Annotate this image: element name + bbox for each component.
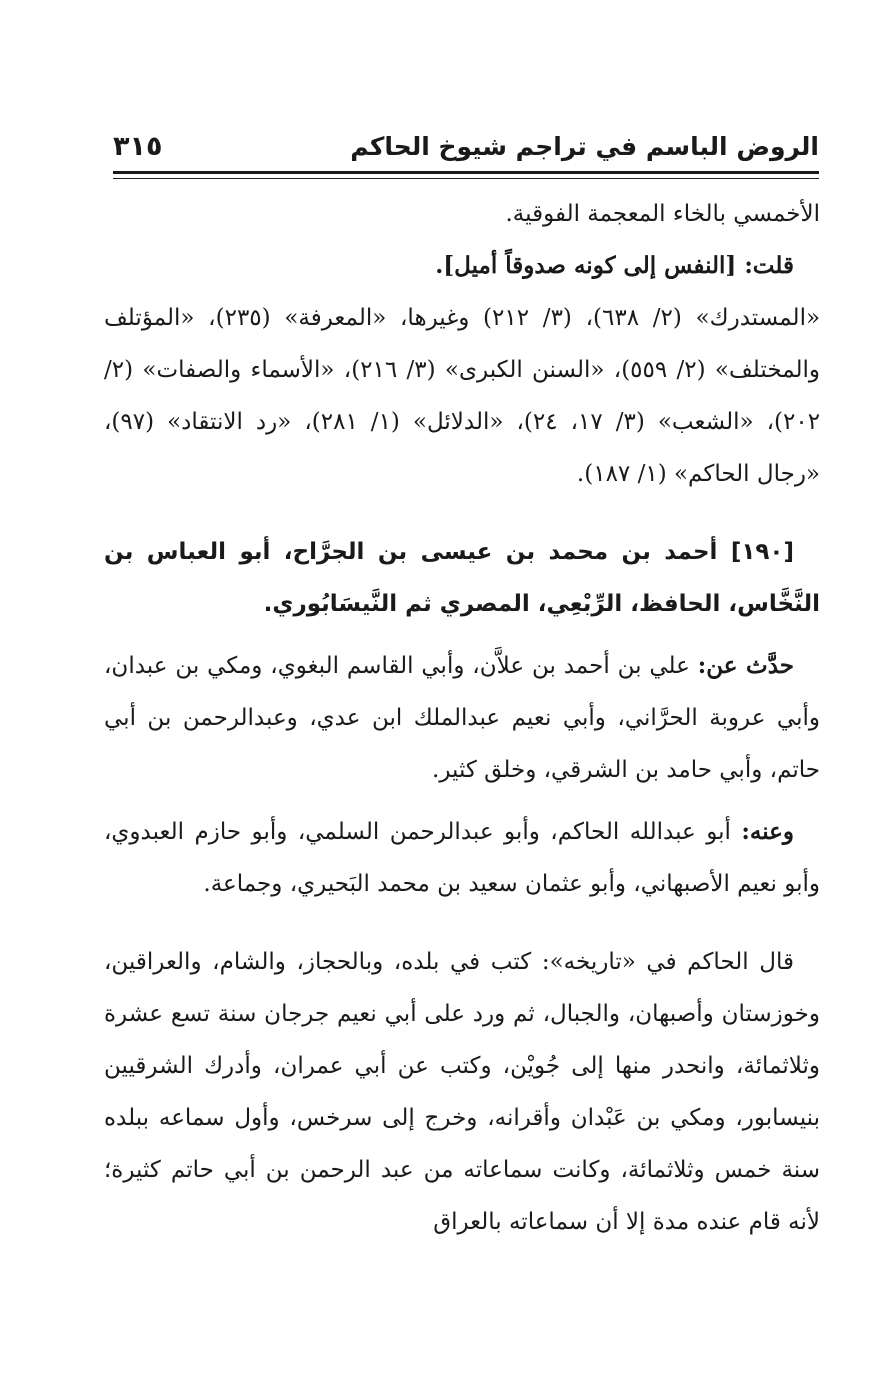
qult-label: قلت: (744, 252, 794, 279)
header-rule-thick (113, 171, 819, 174)
haddath-paragraph (104, 640, 820, 796)
wanhu-label: وعنه: (741, 818, 794, 845)
wanhu-paragraph (104, 806, 820, 910)
qal-paragraph: قال الحاكم في «تاريخه»: كتب في بلده، وبالحجاز، والشام، والعراقين، وخوزستان وأصبهان، والجبال، ثم ورد على أبي نعيم جرجان سنة تسع عشرة وثلاثمائة، وانحدر منها إلى جُويْن، وكتب عن أبي عمران، وأدرك الشرقيين بنيسابور، ومكي بن عَبْدان وأقرانه، وخرج إلى سرخس، وأول سماعه ببلده سنة خمس وثلاثمائة، وكانت سماعاته من عبد الرحمن بن أبي حاتم كثيرة؛ لأنه قام عنده مدة إلا أن سماعاته بالعراق (104, 949, 820, 1235)
sources-paragraph: «المستدرك» (٢/ ٦٣٨)، (٣/ ٢١٢) وغيرها، «المعرفة» (٢٣٥)، «المؤتلف والمختلف» (٢/ ٥٥٩)، «السنن الكبرى» (٣/ ٢١٦)، «الأسماء والصفات» (٢/ ٢٠٢)، «الشعب» (٣/ ١٧، ٢٤)، «الدلائل» (١/ ٢٨١)، «رد الانتقاد» (٩٧)، «رجال الحاكم» (١/ ١٨٧). (104, 305, 821, 487)
running-title: الروض الباسم في تراجم شيوخ الحاكم (350, 132, 819, 161)
page-body (104, 188, 820, 1248)
qult-text: [النفس إلى كونه صدوقاً أميل]. (435, 252, 745, 279)
continuation-line: الأخمسي بالخاء المعجمة الفوقية. (505, 201, 820, 227)
qult-paragraph (104, 240, 820, 292)
entry-heading: [١٩٠] أحمد بن محمد بن عيسى بن الجرَّاح، أبو العباس بن النَّخَّاس، الحافظ، الرِّبْعِي، المصري ثم النَّيسَابُوري. (104, 539, 820, 617)
header-rule-thin (113, 178, 819, 179)
page-header (113, 128, 819, 168)
page-number: ٣١٥ (113, 131, 163, 162)
haddath-text: علي بن أحمد بن علاَّن، وأبي القاسم البغوي، ومكي بن عبدان، وأبي عروبة الحرَّاني، وأبي نعيم عبدالملك ابن عدي، وعبدالرحمن بن أبي حاتم، وأبي حامد بن الشرقي، وخلق كثير. (104, 653, 820, 783)
wanhu-text: أبو عبدالله الحاكم، وأبو عبدالرحمن السلمي، وأبو حازم العبدوي، وأبو نعيم الأصبهاني، وأبو عثمان سعيد بن محمد البَحيري، وجماعة. (104, 819, 820, 897)
haddath-label: حدَّث عن: (697, 652, 794, 679)
